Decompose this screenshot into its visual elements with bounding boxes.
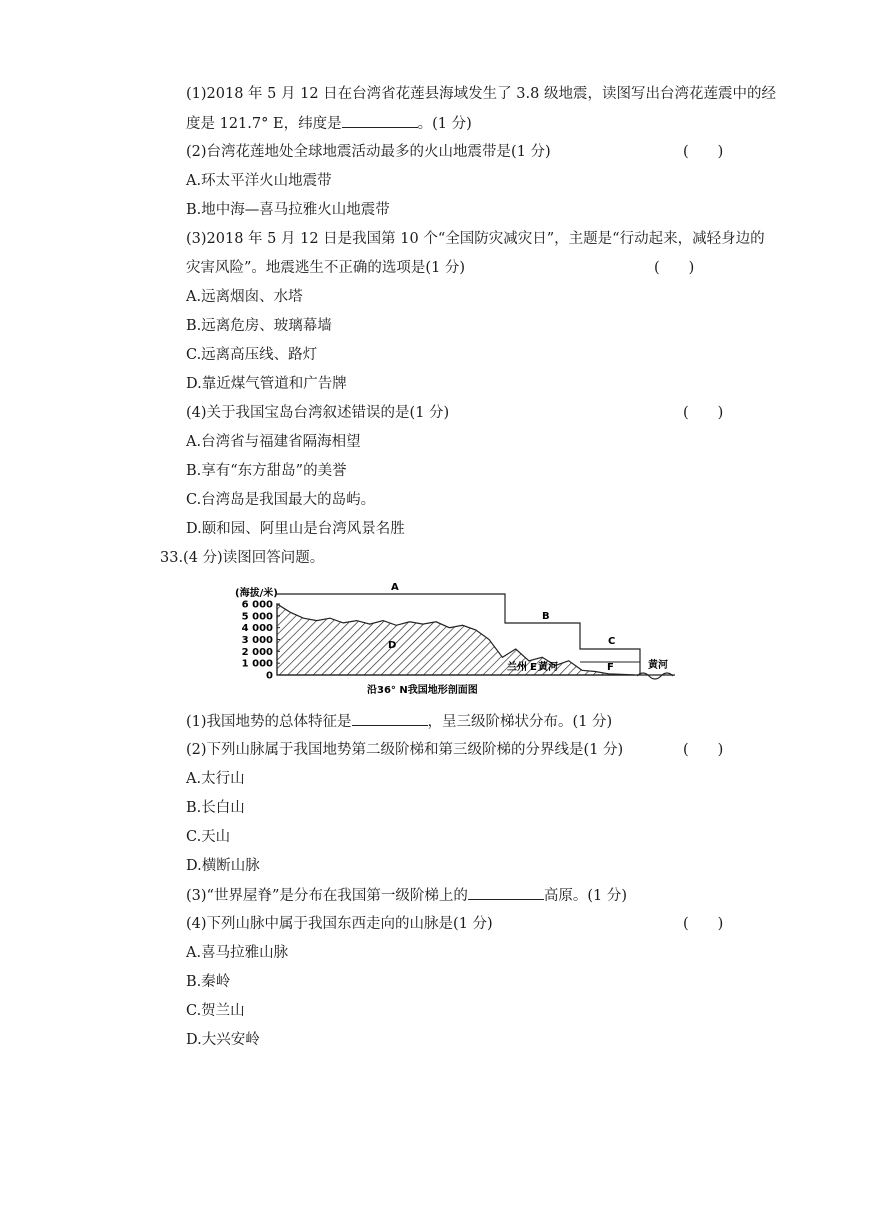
y-tick-label: 4 000: [241, 623, 273, 635]
q33-s1-text-b: ，呈三级阶梯状分布。(1 分): [427, 714, 613, 730]
q33-s4-option-d: D.大兴安岭: [186, 1032, 260, 1048]
q33-header: 33.(4 分)读图回答问题。: [160, 550, 325, 566]
answer-blank-latitude[interactable]: [342, 113, 418, 128]
q33-s4-option-c: C.贺兰山: [186, 1003, 245, 1019]
q32-s1-text-a: 度是 121.7° E，纬度是: [186, 116, 342, 132]
answer-blank-plateau[interactable]: [468, 885, 544, 900]
q32-s3-option-b: B.远离危房、玻璃幕墙: [186, 318, 332, 334]
label-lanzhou: 兰州: [507, 662, 527, 673]
terrain-area: [277, 604, 635, 675]
q33-s1-text-a: (1)我国地势的总体特征是: [186, 714, 352, 730]
q33-s3-text-a: (3)“世界屋脊”是分布在我国第一级阶梯上的: [186, 888, 468, 904]
chart-title: 沿36° N我国地形剖面图: [367, 685, 478, 696]
q33-s4-stem: (4)下列山脉中属于我国东西走向的山脉是(1 分): [186, 916, 493, 932]
y-tick-label: 1 000: [241, 658, 273, 670]
terrain-profile-figure: [225, 576, 690, 706]
y-tick-label: 5 000: [241, 611, 273, 623]
y-axis-label: (海拔/米): [235, 588, 278, 599]
y-axis-ticks: [242, 600, 280, 682]
q33-s2-stem: (2)下列山脉属于我国地势第二级阶梯和第三级阶梯的分界线是(1 分): [186, 742, 624, 758]
q32-s3-option-c: C.远离高压线、路灯: [186, 347, 318, 363]
q33-s4-option-b: B.秦岭: [186, 974, 231, 990]
q32-s4-option-b: B.享有“东方甜岛”的美誉: [186, 463, 347, 479]
river-wave-icon: [637, 673, 673, 679]
q32-s4-stem: (4)关于我国宝岛台湾叙述错误的是(1 分): [186, 405, 450, 421]
y-tick-label: 6 000: [241, 599, 273, 611]
q33-s3-text-b: 高原。(1 分): [543, 888, 628, 904]
answer-blank-terrain-feature[interactable]: [352, 711, 428, 726]
q32-s4-option-a: A.台湾省与福建省隔海相望: [186, 434, 361, 450]
q32-s1-line1: (1)2018 年 5 月 12 日在台湾省花莲县海域发生了 3.8 级地震，读图写出台湾花莲震中的经: [186, 86, 776, 102]
q32-s2-stem: (2)台湾花莲地处全球地震活动最多的火山地震带是(1 分): [186, 144, 551, 160]
label-yellow-river-2: 黄河: [648, 660, 668, 671]
label-f: F: [607, 662, 614, 673]
q32-s1-line2: [186, 113, 472, 134]
q32-s4-option-d: D.颐和园、阿里山是台湾风景名胜: [186, 521, 405, 537]
label-c: C: [608, 636, 616, 647]
answer-paren-q32-2[interactable]: ( ): [683, 144, 724, 160]
terrain-profile-chart: [225, 576, 690, 706]
q33-s1: [186, 711, 612, 732]
q33-s4-option-a: A.喜马拉雅山脉: [186, 945, 289, 961]
q33-s2-option-b: B.长白山: [186, 800, 245, 816]
q33-s2-option-c: C.天山: [186, 829, 231, 845]
label-d: D: [388, 640, 397, 651]
y-tick-label: 0: [266, 670, 273, 682]
q32-s2-option-b: B.地中海—喜马拉雅火山地震带: [186, 202, 390, 218]
answer-paren-q32-4[interactable]: ( ): [683, 405, 724, 421]
label-b: B: [542, 611, 550, 622]
q32-s3-line1: (3)2018 年 5 月 12 日是我国第 10 个“全国防灾减灾日”，主题是“行动起来，减轻身边的: [186, 231, 765, 247]
y-tick-label: 3 000: [241, 635, 273, 646]
answer-paren-q33-4[interactable]: ( ): [683, 916, 724, 932]
q32-s2-option-a: A.环太平洋火山地震带: [186, 173, 332, 189]
y-tick-label: 2 000: [241, 646, 273, 658]
q32-s1-text-b: 。(1 分): [417, 116, 472, 132]
label-a: A: [391, 582, 399, 593]
answer-paren-q33-2[interactable]: ( ): [683, 742, 724, 758]
q33-s2-option-d: D.横断山脉: [186, 858, 260, 874]
q33-s2-option-a: A.太行山: [186, 771, 245, 787]
answer-paren-q32-3[interactable]: ( ): [654, 260, 695, 276]
q32-s4-option-c: C.台湾岛是我国最大的岛屿。: [186, 492, 376, 508]
label-yellow-river-1: 黄河: [538, 662, 558, 673]
q32-s3-line2: 灾害风险”。地震逃生不正确的选项是(1 分): [186, 260, 466, 276]
q33-s3: [186, 885, 627, 906]
q32-s3-option-a: A.远离烟囱、水塔: [186, 289, 303, 305]
q32-s3-option-d: D.靠近煤气管道和广告牌: [186, 376, 347, 392]
label-e: E: [530, 662, 537, 673]
